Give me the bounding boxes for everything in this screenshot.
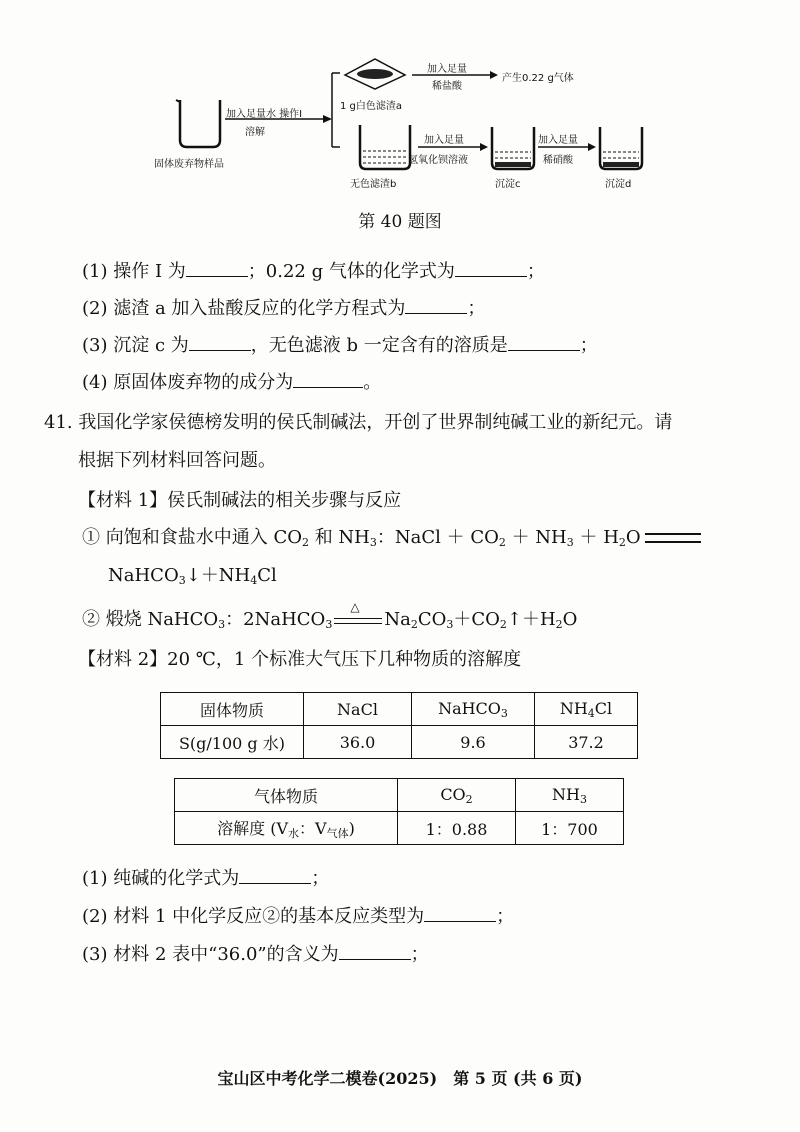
step1-bottom: 溶解 xyxy=(245,127,265,138)
precip-c-label: 沉淀c xyxy=(495,179,521,190)
answer-blank[interactable] xyxy=(508,332,580,351)
baoh-step-top: 加入足量 xyxy=(424,135,464,146)
figure-caption: 第 40 题图 xyxy=(358,212,442,232)
filtrate-b-label: 无色滤渣b xyxy=(350,179,397,190)
page-footer: 宝山区中考化学二模卷(2025) 第 5 页 (共 6 页) xyxy=(217,1069,583,1088)
q40-1: (1) 操作 Ⅰ 为 ；0.22 g 气体的化学式为 ； xyxy=(82,257,545,283)
answer-blank[interactable] xyxy=(424,903,496,922)
answer-blank[interactable] xyxy=(189,332,251,351)
hno3-step-top: 加入足量 xyxy=(538,135,578,146)
answer-blank[interactable] xyxy=(186,258,248,277)
step1-top: 加入足量水 操作Ⅰ xyxy=(226,109,303,120)
equals-sign xyxy=(645,533,701,543)
solid-solubility-table xyxy=(160,692,638,759)
gas-result: 产生0.22 g气体 xyxy=(502,73,574,84)
answer-blank[interactable] xyxy=(239,865,311,884)
reaction-2: ② 煅烧 NaHCO$_3$：2NaHCO$_3$ △ $Na_2CO_3+CO_2↑+H_2O$ xyxy=(82,600,578,631)
gas-solubility-table xyxy=(174,778,624,845)
answer-blank[interactable] xyxy=(293,369,363,388)
material-2-heading: 【材料 2】20 ℃，1 个标准大气压下几种物质的溶解度 xyxy=(78,649,522,670)
heating-condition-sign: △ xyxy=(334,614,382,626)
sample-label: 固体废弃物样品 xyxy=(154,159,224,170)
baoh-step-bottom: 氢氧化钡溶液 xyxy=(408,155,468,166)
q41-1: (1) 纯碱的化学式为 ； xyxy=(82,864,329,890)
reaction-1-products: $NaHCO_3↓+NH_4Cl$ xyxy=(108,565,277,587)
precip-d-label: 沉淀d xyxy=(605,179,632,190)
q40-2: (2) 滤渣 a 加入盐酸反应的化学方程式为 ； xyxy=(82,294,485,320)
experiment-flow-diagram xyxy=(140,55,660,205)
table-row: 气体物质 $CO_2$ $NH_3$ xyxy=(175,779,624,812)
acid-step-bottom: 稀盐酸 xyxy=(432,81,462,92)
reaction-1: ① 向饱和食盐水中通入 $CO_2$ 和 $NH_3$：NaCl ＋ $CO_2 + NH_3 + H_2O$ xyxy=(82,523,705,549)
q41-3: (3) 材料 2 表中“36.0”的含义为 ； xyxy=(82,940,429,966)
answer-blank[interactable] xyxy=(405,295,467,314)
q40-4: (4) 原固体废弃物的成分为 。 xyxy=(82,368,381,394)
residue-a-label: 1 g白色滤渣a xyxy=(340,101,403,112)
table-row: S(g/100 g 水) 36.0 9.6 37.2 xyxy=(161,726,638,759)
material-1-heading: 【材料 1】侯氏制碱法的相关步骤与反应 xyxy=(78,490,402,511)
answer-blank[interactable] xyxy=(455,258,527,277)
table-row: 固体物质 NaCl NaHCO$_3$ $NH_4Cl$ xyxy=(161,693,638,726)
q41-intro-2: 根据下列材料回答问题。 xyxy=(78,450,276,471)
q40-3: (3) 沉淀 c 为 ，无色滤液 b 一定含有的溶质是 ； xyxy=(82,331,598,357)
answer-blank[interactable] xyxy=(339,941,411,960)
table-row: 溶解度 ($V_水$：$V_{气体}$) 1：0.88 1：700 xyxy=(175,812,624,845)
hno3-step-bottom: 稀硝酸 xyxy=(543,155,573,166)
acid-step-top: 加入足量 xyxy=(427,64,467,75)
flow-svg xyxy=(140,55,660,205)
q41-2: (2) 材料 1 中化学反应②的基本反应类型为 ； xyxy=(82,902,514,928)
q41-intro-1: 41. 我国化学家侯德榜发明的侯氏制碱法，开创了世界制纯碱工业的新纪元。请 xyxy=(44,412,673,433)
